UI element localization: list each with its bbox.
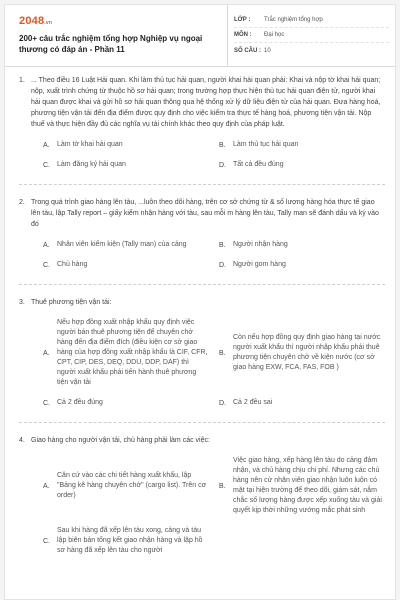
question-divider (19, 184, 385, 185)
question-3 (19, 297, 385, 408)
logo-main: 2048 (19, 15, 45, 27)
option-a[interactable] (43, 140, 209, 150)
meta-class-row (234, 13, 389, 28)
option-letter: C. (43, 537, 50, 545)
option-letter: C. (43, 261, 50, 269)
option-text: Cả 2 đều sai (233, 399, 273, 406)
option-d[interactable] (219, 398, 385, 408)
answer-options (19, 140, 385, 170)
meta-count-label: SỐ CÂU : (234, 47, 261, 54)
question-number: 3. (19, 299, 25, 306)
option-letter: A. (43, 241, 50, 249)
option-text: Nhân viên kiểm kiện (Tally man) của cảng (57, 241, 187, 248)
meta-subject-row (234, 28, 389, 43)
question-list (5, 67, 395, 556)
header-meta (227, 5, 395, 66)
question-divider (19, 422, 385, 423)
option-text: Nếu hợp đồng xuất nhập khẩu quy định việc người bán thuê phương tiện để chuyên chở hàng đến địa điểm đích (điều kiện cơ sở giao hàng của hợp đồng xuất nhập khẩu là CIF, CFR, CPT, CIP, DES, DEQ, DDU, DDP, DAF) thì người xuất khẩu phải tiến hành thuê phương tiện vận tải (57, 319, 208, 386)
document-title: 200+ câu trắc nghiệm tổng hợp Nghiệp vụ ngoại thương có đáp án - Phần 11 (19, 34, 203, 54)
option-c[interactable] (43, 398, 209, 408)
question-text: ... Theo điều 16 Luật Hải quan. Khi làm thủ tục hải quan, người khai hải quan phải: Khai và nộp tờ khai hải quan; nộp, xuất trình chứng từ thuộc hồ sơ hải quan; trong trường hợp thực hiện thủ tục hải quan điện tử, người khai hải quan được khai và gửi hồ sơ hải quan thông qua hệ thống xử lý dữ liệu điện tử của hải quan. Đưa hàng hoá, phương tiện vận tải đến địa điểm được quy định cho việc kiểm tra thực tế hàng hoá, phương tiện vận tải. Nộp thuế và thực hiện đầy đủ các nghĩa vụ tài chính khác theo quy định của pháp luật. (31, 77, 381, 128)
meta-subject-value: Đại học (264, 32, 285, 38)
option-b[interactable] (219, 456, 385, 516)
header-left (5, 5, 227, 66)
option-text: Làm thủ tục hải quan (233, 141, 299, 148)
option-text: Sau khi hàng đã xếp lên tàu xong, cảng và tàu lập biên bản tổng kết giao nhận hàng và lập hồ sơ hàng đã xếp lên tàu cho người (57, 527, 203, 554)
option-text: Người gom hàng (233, 261, 286, 268)
question-divider (19, 284, 385, 285)
answer-options (19, 240, 385, 270)
option-a[interactable] (43, 318, 209, 388)
option-letter: B. (219, 241, 226, 249)
option-letter: D. (219, 399, 226, 407)
option-a[interactable] (43, 240, 209, 250)
option-letter: D. (219, 261, 226, 269)
option-letter: A. (43, 482, 50, 490)
question-number: 1. (19, 77, 25, 84)
question-number: 2. (19, 199, 25, 206)
logo-suffix: .vn (44, 20, 53, 26)
question-2 (19, 197, 385, 270)
option-b[interactable] (219, 140, 385, 150)
option-c[interactable] (43, 260, 209, 270)
meta-class-value: Trắc nghiệm tổng hợp (264, 17, 323, 23)
option-text: Chủ hàng (57, 261, 88, 268)
question-text: Trong quá trình giao hàng lên tàu, ...luôn theo dõi hàng, trên cơ sở chứng từ & số lượng hàng hóa thực tế giao lên tàu, lập Tally report – giấy kiểm nhận hàng với tàu, sau mỗi m hàng lên tàu, Tally man sẽ đánh dấu và ký vào đó (31, 199, 379, 228)
option-c[interactable] (43, 526, 209, 556)
option-b[interactable] (219, 240, 385, 250)
site-logo[interactable] (19, 15, 219, 27)
option-letter: A. (43, 141, 50, 149)
answer-options (19, 318, 385, 408)
option-text: Tất cả đều đúng (233, 161, 284, 168)
option-letter: A. (43, 349, 50, 357)
option-letter: B. (219, 141, 226, 149)
meta-class-label: LỚP : (234, 17, 251, 23)
option-letter: B. (219, 482, 226, 490)
option-text: Còn nếu hợp đồng quy định giao hàng tại nước người xuất khẩu thì người nhập khẩu phải thuê phương tiện chuyên chở về kiện nước (cơ sở giao hàng EXW, FCA, FAS, FOB ) (233, 334, 381, 371)
option-d[interactable] (219, 160, 385, 170)
meta-subject-label: MÔN : (234, 32, 252, 38)
option-c[interactable] (43, 160, 209, 170)
document-page (4, 4, 396, 600)
option-text: Việc giao hàng, xếp hàng lên tàu do cảng đảm nhận, và chủ hàng chịu chi phí. Nhưng các chủ hàng nên cử nhân viên giao nhận luôn luôn có mặt tại hiện trường để theo dõi, giám sát, nắm chắc số lượng hàng được xếp xuống tàu và giải quyết kịp thời những vướng mắc phát sinh (233, 457, 382, 514)
option-letter: B. (219, 349, 226, 357)
option-text: Cả 2 đều đúng (57, 399, 103, 406)
option-a[interactable] (43, 456, 209, 516)
option-d[interactable] (219, 260, 385, 270)
option-text: Làm đăng ký hải quan (57, 161, 126, 168)
question-4 (19, 435, 385, 556)
question-text: Thuê phương tiện vận tải: (31, 299, 112, 306)
option-letter: D. (219, 161, 226, 169)
answer-options (19, 456, 385, 556)
question-number: 4. (19, 437, 25, 444)
option-text: Căn cứ vào các chi tiết hàng xuất khẩu, lập "Bảng kê hàng chuyên chở" (cargo list). Trên cơ order) (57, 472, 207, 499)
meta-count-row (234, 43, 389, 58)
option-text: Người nhận hàng (233, 241, 288, 248)
option-text: Làm tờ khai hải quan (57, 141, 123, 148)
question-1 (19, 75, 385, 170)
question-text: Giao hàng cho người vận tải, chủ hàng phải làm các việc: (31, 437, 210, 444)
meta-count-value: 10 (264, 47, 271, 54)
option-letter: C. (43, 399, 50, 407)
option-letter: C. (43, 161, 50, 169)
option-b[interactable] (219, 318, 385, 388)
document-header (5, 5, 395, 67)
